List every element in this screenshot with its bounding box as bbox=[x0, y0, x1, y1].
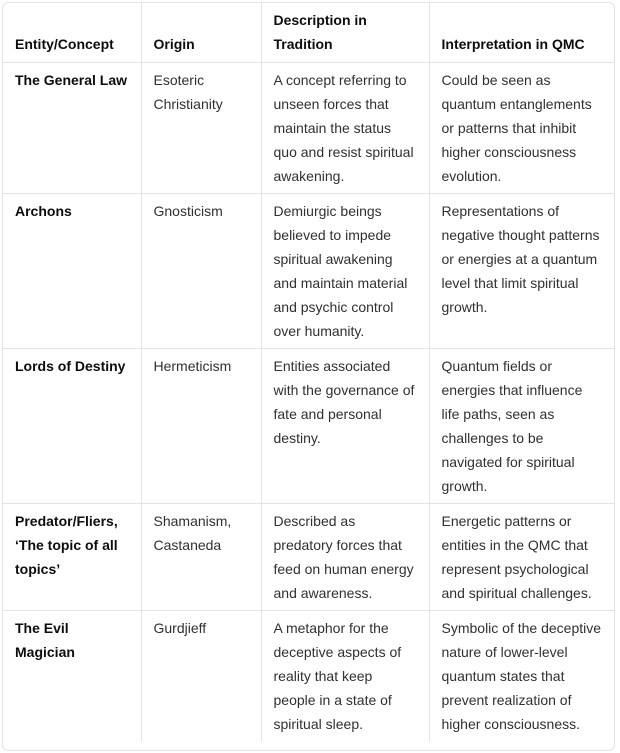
cell-description: Entities associated with the governance of fate and personal destiny. bbox=[261, 349, 429, 504]
cell-description: Described as predatory forces that feed on human energy and awareness. bbox=[261, 504, 429, 611]
cell-interpretation: Energetic patterns or entities in the QMC that represent psychological and spiritual challenges. bbox=[429, 504, 614, 611]
table-header bbox=[3, 3, 614, 63]
cell-origin: Gurdjieff bbox=[141, 611, 261, 742]
table-body bbox=[3, 63, 614, 742]
cell-description: A metaphor for the deceptive aspects of reality that keep people in a state of spiritual sleep. bbox=[261, 611, 429, 742]
cell-origin: Esoteric Christianity bbox=[141, 63, 261, 194]
header-description: Description in Tradition bbox=[261, 3, 429, 63]
header-interpretation: Interpretation in QMC bbox=[429, 3, 614, 63]
table-row bbox=[3, 504, 614, 611]
cell-description: Demiurgic beings believed to impede spiritual awakening and maintain material and psychic control over humanity. bbox=[261, 194, 429, 349]
cell-origin: Gnosticism bbox=[141, 194, 261, 349]
table-row bbox=[3, 63, 614, 194]
table-row bbox=[3, 349, 614, 504]
table-row bbox=[3, 611, 614, 742]
cell-entity: Lords of Destiny bbox=[3, 349, 141, 504]
header-entity: Entity/Concept bbox=[3, 3, 141, 63]
cell-interpretation: Quantum fields or energies that influence life paths, seen as challenges to be navigated for spiritual growth. bbox=[429, 349, 614, 504]
cell-description: A concept referring to unseen forces that maintain the status quo and resist spiritual awakening. bbox=[261, 63, 429, 194]
cell-interpretation: Symbolic of the deceptive nature of lower-level quantum states that prevent realization of higher consciousness. bbox=[441, 620, 602, 732]
table-row bbox=[3, 194, 614, 349]
cell-entity: The Evil Magician bbox=[3, 611, 141, 742]
entities-table bbox=[3, 3, 614, 741]
cell-origin: Hermeticism bbox=[141, 349, 261, 504]
header-row bbox=[3, 3, 614, 63]
cell-interpretation: Representations of negative thought patterns or energies at a quantum level that limit spiritual growth. bbox=[429, 194, 614, 349]
cell-origin: Shamanism, Castaneda bbox=[141, 504, 261, 611]
cell-entity: Predator/Fliers, ‘The topic of all topics’ bbox=[3, 504, 141, 611]
cell-entity: Archons bbox=[3, 194, 141, 349]
header-origin: Origin bbox=[141, 3, 261, 63]
cell-entity: The General Law bbox=[3, 63, 141, 194]
cell-interpretation: Could be seen as quantum entanglements or patterns that inhibit higher consciousness evolution. bbox=[429, 63, 614, 194]
entities-table-container bbox=[2, 2, 615, 751]
